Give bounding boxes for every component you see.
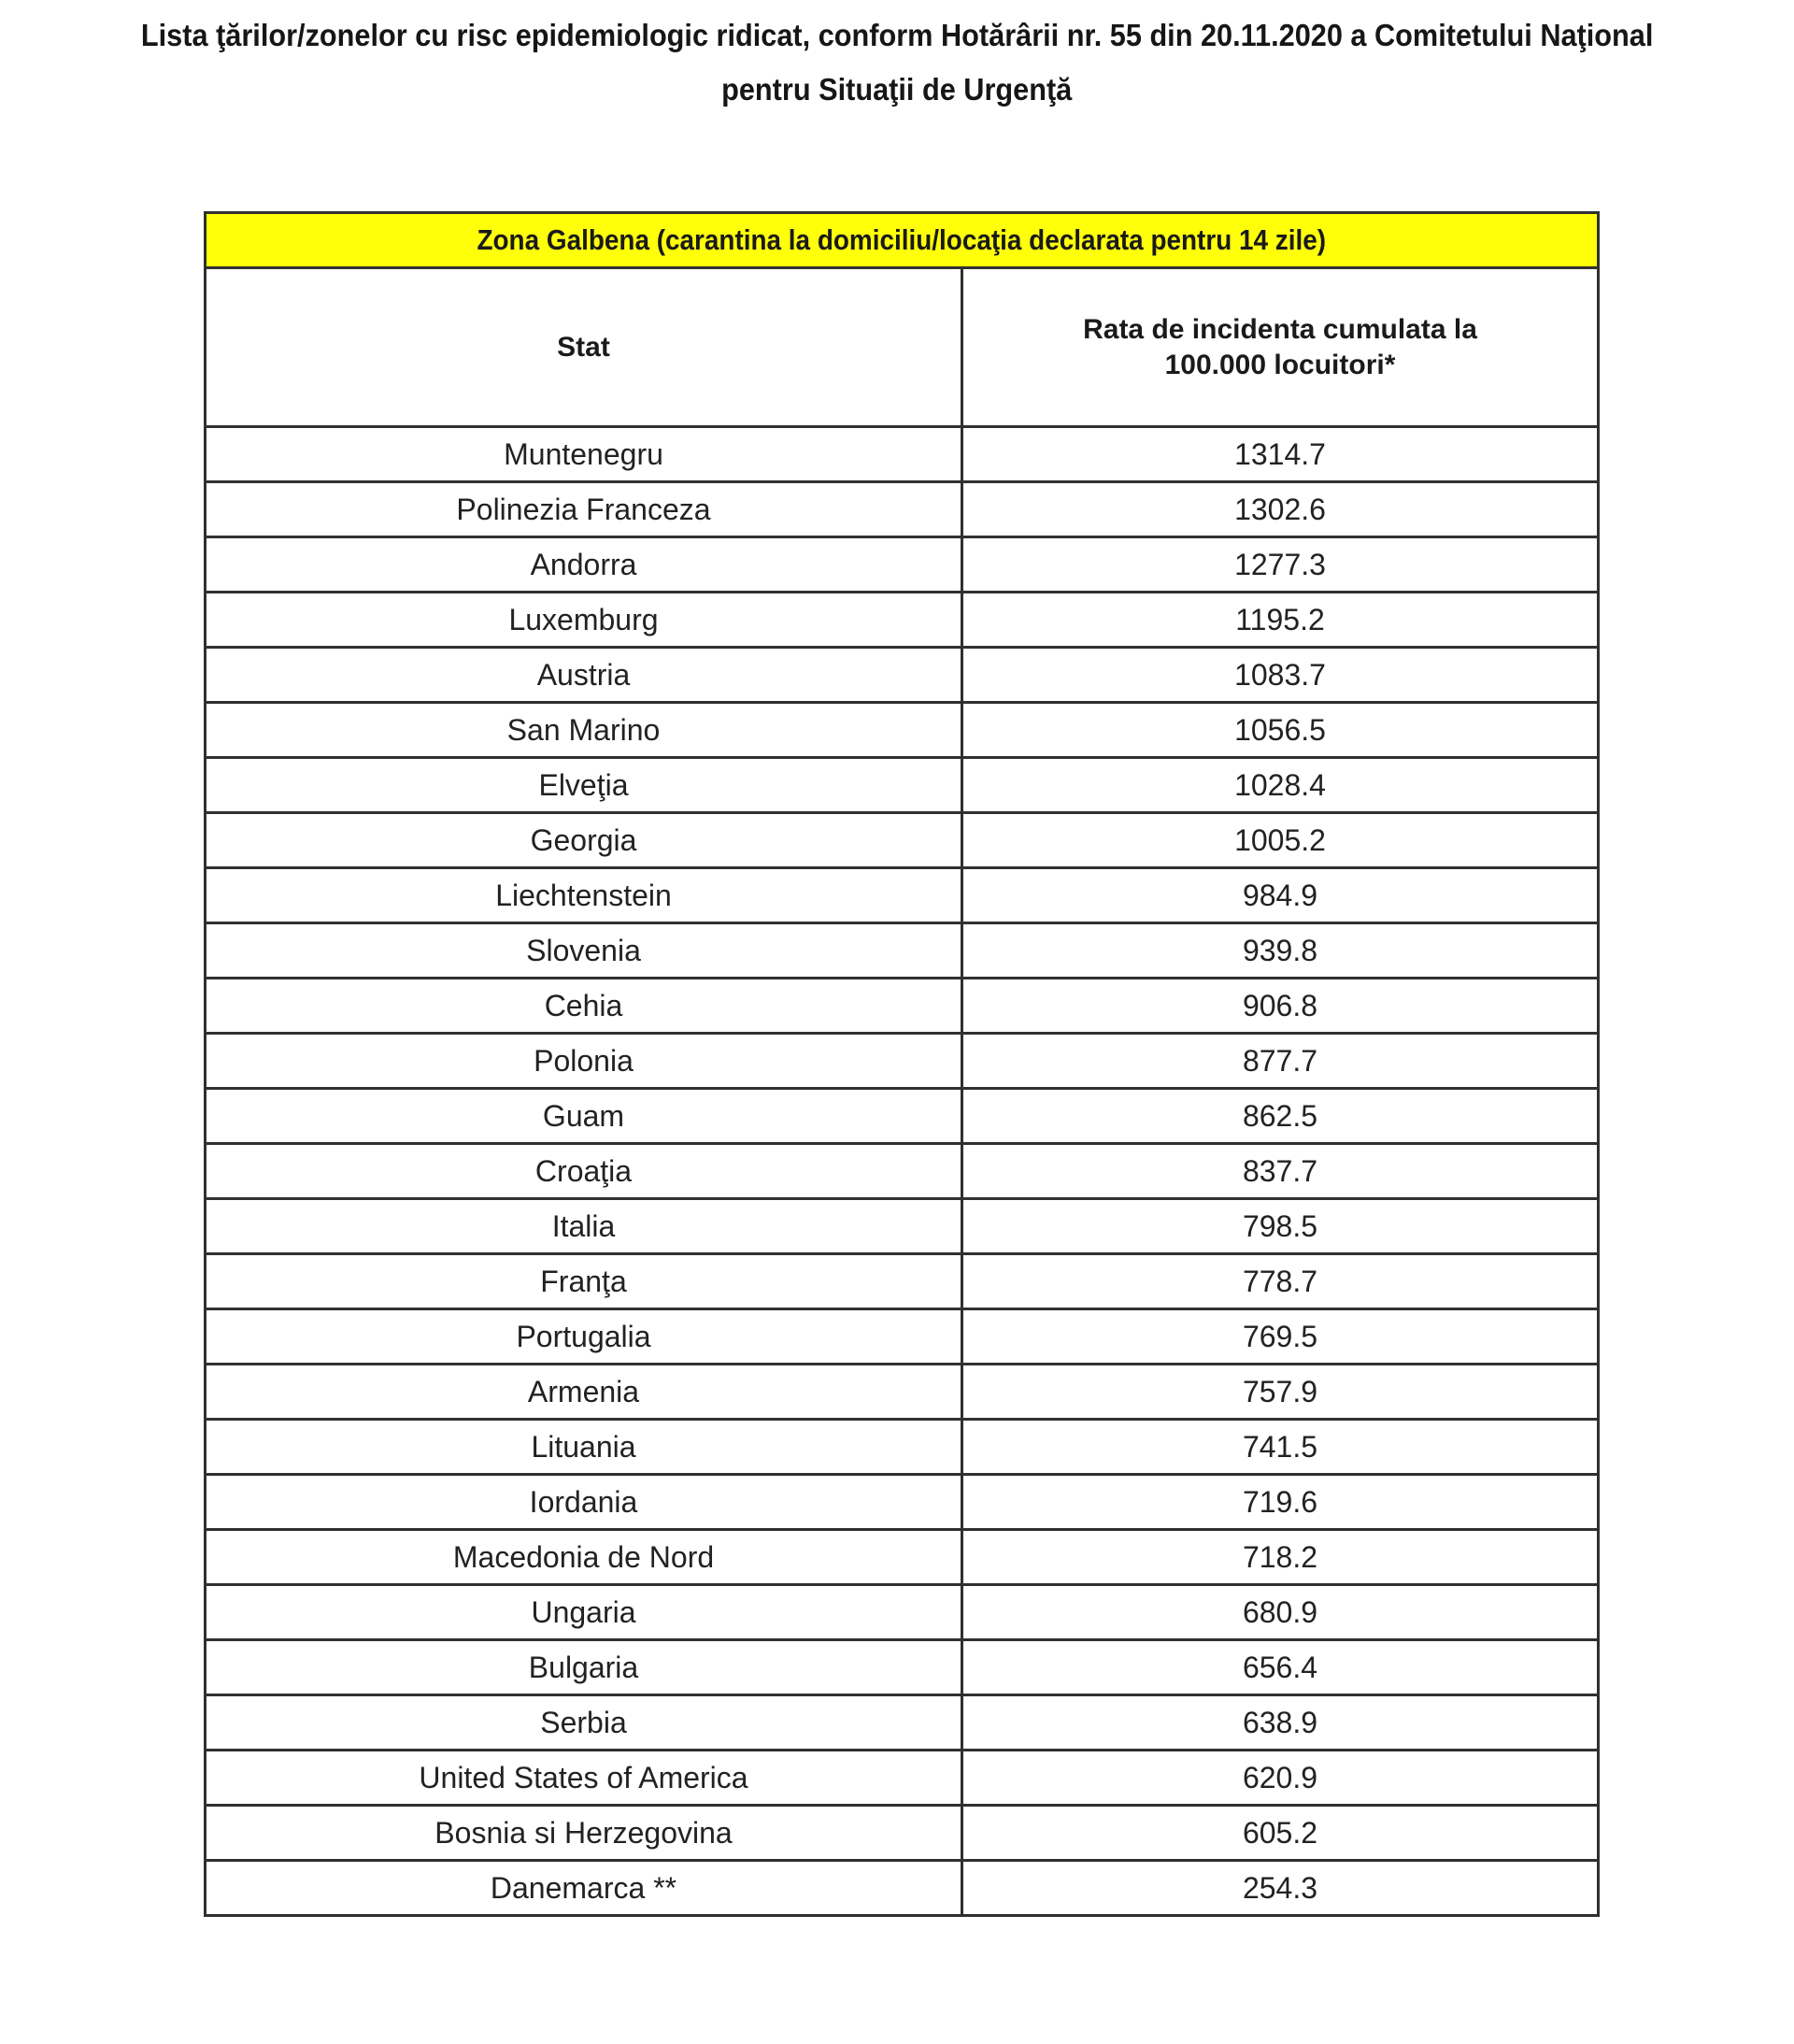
incidence-rate-value: 778.7 xyxy=(1242,1264,1318,1298)
rate-cell xyxy=(962,1034,1599,1089)
column-header-rate-line-2: 100.000 locuitori* xyxy=(1164,349,1396,380)
table-row xyxy=(206,1530,1599,1585)
table-row xyxy=(206,1806,1599,1861)
table-row xyxy=(206,703,1599,758)
column-header-state-label: Stat xyxy=(557,331,610,363)
state-name: Elveţia xyxy=(538,767,629,802)
state-name: Guam xyxy=(542,1098,625,1133)
state-cell xyxy=(206,1309,962,1365)
incidence-rate-value: 719.6 xyxy=(1242,1484,1318,1519)
state-cell xyxy=(206,1034,962,1089)
state-cell xyxy=(206,758,962,813)
table-row xyxy=(206,482,1599,537)
state-cell xyxy=(206,482,962,537)
table-row xyxy=(206,648,1599,703)
state-cell xyxy=(206,1089,962,1144)
state-name: Muntenegru xyxy=(504,436,663,471)
state-name: Ungaria xyxy=(531,1594,636,1629)
state-name: Croaţia xyxy=(534,1153,633,1188)
incidence-rate-value: 1056.5 xyxy=(1234,712,1326,747)
table-row xyxy=(206,868,1599,923)
incidence-rate-value: 769.5 xyxy=(1242,1319,1318,1353)
state-cell xyxy=(206,537,962,593)
rate-cell xyxy=(962,1199,1599,1254)
incidence-rate-value: 1083.7 xyxy=(1234,657,1326,692)
table-row xyxy=(206,1640,1599,1695)
rate-cell xyxy=(962,703,1599,758)
rate-cell xyxy=(962,1475,1599,1530)
table-row xyxy=(206,1309,1599,1365)
column-header-rate xyxy=(962,268,1599,427)
incidence-rate-value: 620.9 xyxy=(1242,1760,1318,1794)
rate-cell xyxy=(962,1585,1599,1640)
table-body xyxy=(206,427,1599,1916)
incidence-rate-value: 254.3 xyxy=(1242,1870,1318,1905)
rate-cell xyxy=(962,1144,1599,1199)
rate-cell xyxy=(962,1089,1599,1144)
state-name: Liechtenstein xyxy=(495,878,672,912)
state-cell xyxy=(206,1365,962,1420)
table-row xyxy=(206,1144,1599,1199)
state-name: Luxemburg xyxy=(508,602,659,636)
table-row xyxy=(206,1365,1599,1420)
rate-cell xyxy=(962,813,1599,868)
table-row xyxy=(206,537,1599,593)
state-cell xyxy=(206,1695,962,1751)
column-header-rate-line-1: Rata de incidenta cumulata la xyxy=(1083,313,1477,345)
state-name: Cehia xyxy=(544,988,623,1022)
rate-cell xyxy=(962,427,1599,482)
incidence-rate-value: 939.8 xyxy=(1242,933,1318,967)
state-name: Franţa xyxy=(540,1264,627,1298)
state-cell xyxy=(206,1254,962,1309)
zone-label: Zona Galbena (carantina la domiciliu/locaţia declarata pentru 14 zile) xyxy=(477,223,1327,256)
incidence-rate-value: 1005.2 xyxy=(1234,822,1326,857)
table-row xyxy=(206,1695,1599,1751)
title-line-1-text: Lista ţărilor/zonelor cu risc epidemiologic ridicat, conform Hotărârii nr. 55 din 20.11.2020 a Comitetului Naţional xyxy=(140,18,1654,52)
table-row xyxy=(206,1199,1599,1254)
state-name: Polinezia Franceza xyxy=(456,492,711,526)
rate-cell xyxy=(962,1695,1599,1751)
state-name: Austria xyxy=(536,657,631,692)
rate-cell xyxy=(962,1254,1599,1309)
state-name: Iordania xyxy=(529,1484,638,1519)
state-cell xyxy=(206,648,962,703)
state-cell xyxy=(206,703,962,758)
table-row xyxy=(206,1475,1599,1530)
state-cell xyxy=(206,1585,962,1640)
state-cell xyxy=(206,1806,962,1861)
table-row xyxy=(206,1420,1599,1475)
incidence-rate-value: 680.9 xyxy=(1242,1594,1318,1629)
incidence-rate-value: 656.4 xyxy=(1242,1650,1318,1684)
incidence-rate-value: 638.9 xyxy=(1242,1705,1318,1739)
incidence-rate-value: 1028.4 xyxy=(1234,767,1326,802)
rate-cell xyxy=(962,482,1599,537)
rate-cell xyxy=(962,1806,1599,1861)
state-cell xyxy=(206,868,962,923)
table-row xyxy=(206,979,1599,1034)
incidence-rate-value: 798.5 xyxy=(1242,1208,1318,1243)
state-name: Andorra xyxy=(530,547,637,581)
state-cell xyxy=(206,593,962,648)
rate-cell xyxy=(962,537,1599,593)
incidence-rate-value: 1302.6 xyxy=(1234,492,1326,526)
rate-cell xyxy=(962,868,1599,923)
risk-countries-table xyxy=(204,211,1600,1917)
state-name: Italia xyxy=(551,1208,616,1243)
state-name: Macedonia de Nord xyxy=(452,1539,715,1574)
incidence-rate-value: 984.9 xyxy=(1242,878,1318,912)
table-row xyxy=(206,593,1599,648)
document-title-line-2 xyxy=(0,69,1794,110)
rate-cell xyxy=(962,923,1599,979)
state-cell xyxy=(206,1475,962,1530)
table-row xyxy=(206,1751,1599,1806)
incidence-rate-value: 837.7 xyxy=(1242,1153,1318,1188)
zone-banner xyxy=(206,213,1599,268)
state-cell xyxy=(206,1751,962,1806)
incidence-rate-value: 862.5 xyxy=(1242,1098,1318,1133)
state-cell xyxy=(206,1861,962,1916)
incidence-rate-value: 906.8 xyxy=(1242,988,1318,1022)
state-name: Slovenia xyxy=(526,933,641,967)
state-cell xyxy=(206,979,962,1034)
table-row xyxy=(206,758,1599,813)
rate-cell xyxy=(962,1751,1599,1806)
table-row xyxy=(206,1861,1599,1916)
rate-cell xyxy=(962,593,1599,648)
state-cell xyxy=(206,1199,962,1254)
rate-cell xyxy=(962,648,1599,703)
state-cell xyxy=(206,1640,962,1695)
state-name: Bulgaria xyxy=(528,1650,639,1684)
state-name: Polonia xyxy=(534,1043,634,1078)
state-cell xyxy=(206,427,962,482)
column-header-state xyxy=(206,268,962,427)
title-line-2-text: pentru Situaţii de Urgenţă xyxy=(721,72,1073,107)
state-name: Armenia xyxy=(527,1374,640,1408)
state-name: Bosnia si Herzegovina xyxy=(434,1815,733,1850)
rate-cell xyxy=(962,758,1599,813)
table-row xyxy=(206,813,1599,868)
state-name: United States of America xyxy=(419,1760,748,1794)
table-row xyxy=(206,1034,1599,1089)
rate-cell xyxy=(962,1530,1599,1585)
incidence-rate-value: 741.5 xyxy=(1242,1429,1318,1464)
rate-cell xyxy=(962,1640,1599,1695)
state-name: Serbia xyxy=(540,1705,627,1739)
state-cell xyxy=(206,923,962,979)
state-name: Georgia xyxy=(530,822,637,857)
incidence-rate-value: 718.2 xyxy=(1242,1539,1318,1574)
rate-cell xyxy=(962,979,1599,1034)
state-name: Portugalia xyxy=(516,1319,651,1353)
state-cell xyxy=(206,1144,962,1199)
state-cell xyxy=(206,1420,962,1475)
state-name: Lituania xyxy=(531,1429,636,1464)
incidence-rate-value: 1195.2 xyxy=(1235,602,1325,636)
incidence-rate-value: 1277.3 xyxy=(1234,547,1326,581)
state-name: Danemarca ** xyxy=(490,1870,677,1905)
table-row xyxy=(206,923,1599,979)
state-cell xyxy=(206,813,962,868)
rate-cell xyxy=(962,1365,1599,1420)
table-row xyxy=(206,1089,1599,1144)
column-header-row xyxy=(206,268,1599,427)
rate-cell xyxy=(962,1309,1599,1365)
incidence-rate-value: 1314.7 xyxy=(1234,436,1326,471)
incidence-rate-value: 605.2 xyxy=(1242,1815,1318,1850)
table-row xyxy=(206,427,1599,482)
zone-header-row xyxy=(206,213,1599,268)
state-name: San Marino xyxy=(506,712,661,747)
incidence-rate-value: 757.9 xyxy=(1242,1374,1318,1408)
rate-cell xyxy=(962,1420,1599,1475)
table-row xyxy=(206,1585,1599,1640)
document-title-line-1 xyxy=(0,15,1794,56)
state-cell xyxy=(206,1530,962,1585)
rate-cell xyxy=(962,1861,1599,1916)
table-row xyxy=(206,1254,1599,1309)
incidence-rate-value: 877.7 xyxy=(1242,1043,1318,1078)
